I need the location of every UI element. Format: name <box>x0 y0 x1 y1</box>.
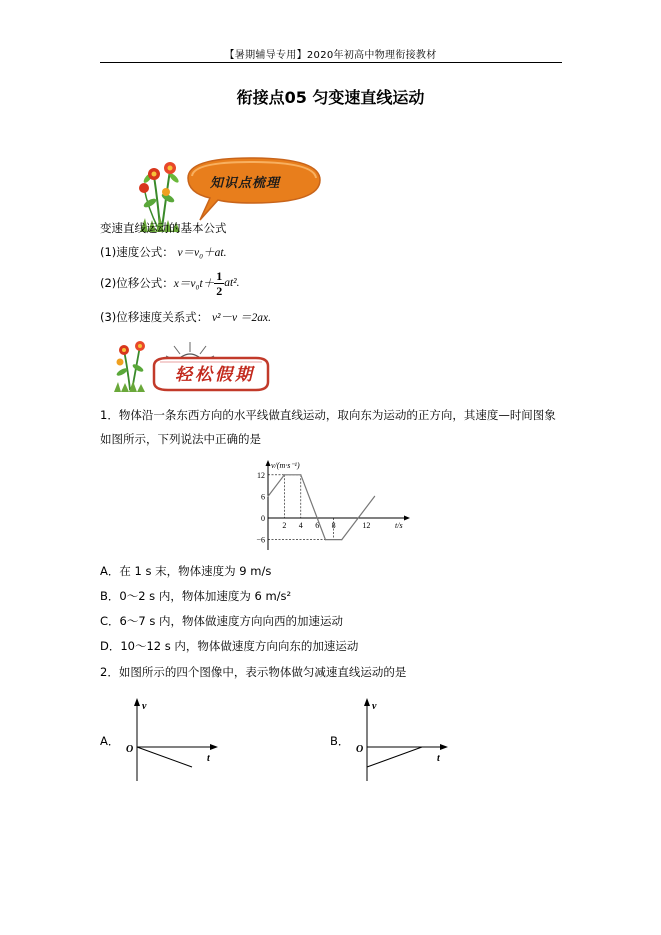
formula-velocity-displacement <box>100 309 271 325</box>
formula-vd-expr: v²－v ＝2ax. <box>211 312 271 324</box>
formula-heading: 变速直线运动的基本公式 <box>100 221 227 235</box>
formula-displacement-label: (2)位移公式： <box>100 276 174 290</box>
question-2-line-1: 2．如图所示的四个图像中，表示物体做匀减速直线运动的是 <box>100 665 407 679</box>
y-axis-arrow <box>364 698 370 706</box>
x-axis-label: t <box>207 753 210 764</box>
formula-displacement-expr-b: at². <box>224 277 240 289</box>
data-point <box>325 539 326 540</box>
data-point <box>300 474 301 475</box>
data-point <box>267 496 268 497</box>
option-d: D．10～12 s 内，物体做速度方向向东的加速运动 <box>100 639 359 653</box>
knowledge-banner-label: 知识点梳理 <box>210 176 281 191</box>
velocity-time-chart <box>254 458 414 558</box>
y-axis-label: v/(m·s⁻¹) <box>271 461 300 470</box>
page-title: 衔接点05 匀变速直线运动 <box>236 88 425 107</box>
y-axis-label: v <box>372 701 377 712</box>
question-1-line-1: 1．物体沿一条东西方向的水平线做直线运动，取向东为运动的正方向，其速度—时间图象 <box>100 408 556 422</box>
x-axis-arrow <box>440 744 448 750</box>
origin-label: O <box>356 744 364 755</box>
graph-line <box>367 747 422 767</box>
holiday-banner <box>108 336 278 392</box>
fraction-one-half <box>214 270 224 297</box>
formula-displacement <box>100 266 239 300</box>
y-axis-arrow <box>134 698 140 706</box>
header-divider <box>100 62 562 63</box>
graph-line <box>137 747 192 767</box>
formula-displacement-expr-a: x＝v₀t＋ <box>173 278 215 290</box>
graph-option-a <box>115 695 225 785</box>
x-axis-label: t <box>437 753 440 764</box>
fraction-numerator: 1 <box>216 268 223 283</box>
x-tick-label: 4 <box>298 521 303 530</box>
formula-vd-label: (3)位移速度关系式： <box>100 310 209 324</box>
x-axis-arrow <box>404 516 410 521</box>
option-b: B．0～2 s 内，物体加速度为 6 m/s² <box>100 589 292 603</box>
y-axis-label: v <box>142 701 147 712</box>
fraction-denominator: 2 <box>216 283 223 298</box>
formula-velocity-label: (1)速度公式： <box>100 245 174 259</box>
formula-velocity <box>100 244 226 260</box>
x-tick-label: 8 <box>331 521 336 530</box>
data-point <box>341 539 342 540</box>
option-c: C．6～7 s 内，物体做速度方向向西的加速运动 <box>100 614 343 628</box>
origin-label: O <box>126 744 134 755</box>
x-axis-label: t/s <box>395 521 403 530</box>
x-tick-label: 12 <box>362 521 371 530</box>
data-point <box>284 474 285 475</box>
y-tick-label: 0 <box>261 514 265 523</box>
graph-option-b <box>345 695 455 785</box>
y-tick-label: 6 <box>261 492 265 502</box>
holiday-banner-label: 轻松假期 <box>175 365 255 385</box>
x-tick-label: 2 <box>282 521 287 530</box>
y-tick-label: 12 <box>257 470 265 480</box>
q2-option-a-label: A． <box>100 734 120 748</box>
data-point <box>374 496 375 497</box>
y-tick-label: −6 <box>256 535 265 545</box>
question-1-line-2: 如图所示，下列说法中正确的是 <box>100 432 261 446</box>
y-axis-arrow <box>266 460 271 466</box>
page-header: 【暑期辅导专用】2020年初高中物理衔接教材 <box>224 50 437 61</box>
formula-velocity-expr: v＝v₀＋at. <box>177 247 227 259</box>
option-a: A．在 1 s 末，物体速度为 9 m/s <box>100 564 272 578</box>
data-point <box>358 517 359 518</box>
x-axis-arrow <box>210 744 218 750</box>
q2-option-b-label: B． <box>330 734 350 748</box>
x-tick-label: 6 <box>315 521 320 530</box>
